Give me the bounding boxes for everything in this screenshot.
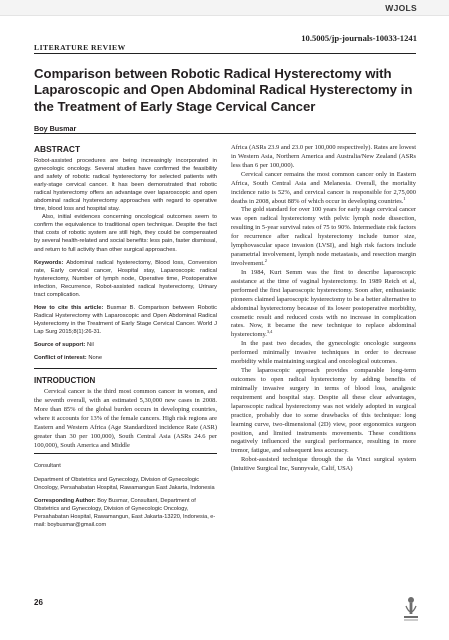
abstract-text-2: Also, initial evidences concerning oncological outcomes seem to confirm the equivalence to traditional open technique. Despite the fact that costs of robotic system are still high, they could be compensated by several health-related and social benefits: less pain, faster dismissal, and return to full activity than other surgical approaches. bbox=[34, 214, 217, 253]
support-label: Source of support: bbox=[34, 341, 86, 348]
intro-paragraph-4 bbox=[231, 269, 416, 340]
introduction-heading: INTRODUCTION bbox=[34, 368, 217, 385]
author-name: Boy Busmar bbox=[34, 124, 77, 133]
citation-text: Busmar B. Comparison between Robotic Radical Hysterectomy with Laparoscopic and Open Abdominal Radical Hysterectomy in the Treatment of Early Stage Cervical Cancer. World J Lap Surg 2015;8(1):26-31. bbox=[34, 304, 217, 335]
article-title: Comparison between Robotic Radical Hysterectomy with Laparoscopic and Open Abdominal Radical Hysterectomy in the Treatment of Early Stage Cervical Cancer bbox=[34, 66, 413, 114]
jaypee-logo-svg bbox=[401, 594, 421, 624]
conflict-label: Conflict of interest: bbox=[34, 355, 87, 362]
intro-paragraph-2 bbox=[231, 171, 416, 207]
intro-paragraph-7: Robot-assisted technique through the da Vinci surgical system (Intuitive Surgical Inc, Sunnyvale, Calif, USA) bbox=[231, 456, 416, 473]
intro-paragraph-3 bbox=[231, 206, 416, 268]
p3-text: The gold standard for over 100 years for early stage cervical cancer was open radical hysterectomy with pelvic lymph node dissection, resulting in 5-year survival rates of 75 to 90%. Intermediate risk factors for recurrence after radical hysterectomy include tumor size, lymphovascular space invasion (LVSI), and high risk factors include parametrial involvement, lymph node metastasis, and resection margin involvement. bbox=[231, 206, 416, 267]
intro-paragraph-1: Cervical cancer is the third most common cancer in women, and the seventh overall, with an estimated 5,30,000 new cases in 2008. More than 85% of the global burden occurs in developing countries, where it accounts for 13% of the female cancers. High risk regions are Eastern and Western Africa (Age Standardized incidence Rate (ASR) greater than 30 per 100,000), South Central Asia (ASRs 24.6 per 100,000), South America and Middle bbox=[34, 388, 217, 449]
left-column bbox=[34, 144, 217, 451]
support-text: Nil bbox=[87, 341, 94, 348]
right-column bbox=[231, 144, 416, 474]
keywords-label: Keywords: bbox=[34, 259, 64, 266]
corresponding-author bbox=[34, 498, 217, 529]
jaypee-logo-icon bbox=[401, 594, 421, 624]
author-rule bbox=[34, 133, 416, 134]
intro-paragraph-5: In the past two decades, the gynecologic oncologic surgeons performed minimally invasive techniques in order to decrease morbidity while maintaining surgical and oncological outcomes. bbox=[231, 340, 416, 366]
p4-ref[interactable]: 3,4 bbox=[266, 329, 273, 335]
intro-paragraph-1-cont: Africa (ASRs 23.9 and 23.0 per 100,000 respectively). Rates are lowest in Western Asia, Northern America and Australia/New Zealand (ASRs less than 6 per 100,000). bbox=[231, 144, 416, 169]
abstract-heading: ABSTRACT bbox=[34, 144, 81, 154]
section-label: LITERATURE REVIEW bbox=[34, 43, 126, 52]
header-bar bbox=[0, 0, 449, 16]
page-number: 26 bbox=[34, 598, 43, 607]
keywords bbox=[34, 259, 217, 299]
consultant-label: Consultant bbox=[34, 463, 61, 469]
abstract-text: Robot-assisted procedures are being increasingly incorporated in gynecologic oncology. Several studies have confirmed the feasibility and safety of robotic radical hysterectomy for selected patients with early-stage cervical cancer. It has been demonstrated that robotic radical hysterectomy offers an advantage over laparoscopic and open abdominal radical hysterectomy approaches with regard to operative time, blood loss and hospital stay. bbox=[34, 158, 217, 213]
citation bbox=[34, 304, 217, 336]
corr-text: Boy Busmar, Consultant, Department of Obstetrics and Gynecology, Division of Gynecologic Oncology, Persahabatan Hospital, Rawamangun, East Jakarta-13220, Indonesia, e-mail: boybusmar@gmail.com bbox=[34, 498, 216, 528]
journal-abbrev: WJOLS bbox=[385, 3, 417, 13]
p2-ref[interactable]: 1 bbox=[403, 195, 406, 201]
keywords-text: Abdominal radical hysterectomy, Blood loss, Conversion rate, Early cervical cancer, Hospital stay, Laparoscopic radical hysterectomy, Number of lymph node, Operative time, Postoperative infection, Recurrence, Robot-assisted radical hysterectomy, Urinary tract complication. bbox=[34, 259, 218, 298]
p2-text: Cervical cancer remains the most common cancer only in Eastern Africa, South Central Asia and Melanesia. Overall, the mortality incidence ratio is 52%, and cervical cancer is responsible for 2,75,000 deaths in 2008, about 88% of which occur in developing countries. bbox=[231, 170, 416, 205]
intro-paragraph-6: The laparoscopic approach provides comparable long-term outcomes to open radical hysterectomy by adding benefits of minimally invasive surgery in terms of blood loss, analgesic requirement and hospital stay. Despite all these clear advantages, laparoscopic radical hysterectomy was not widely adopted in surgical practice, probably due to some drawbacks of this technique: long learning curve, two-dimensional (2D) view, poor ergonomics surgeon position, and limited instruments movements. These conditions negatively influenced the surgical performance, resulting in more tremor, fatigue, and subsequent less accuracy. bbox=[231, 367, 416, 455]
p3-ref[interactable]: 2 bbox=[264, 257, 267, 263]
corr-label: Corresponding Author: bbox=[34, 498, 96, 505]
doi[interactable]: 10.5005/jp-journals-10033-1241 bbox=[301, 33, 417, 43]
affiliation: Department of Obstetrics and Gynecology, Division of Gynecologic Oncology, Persahabatan Hospital, Rawamangun East Jakarta, Indonesia bbox=[34, 476, 215, 491]
source-of-support bbox=[34, 341, 217, 349]
p4-text: In 1984, Kurt Semm was the first to describe laparoscopic assistance at the time of vaginal hysterectomy. In 1989 Reich et al, performed the first laparoscopic hysterectomy. Soon after, enthusiastic pioneers claimed laparoscopic hysterectomy to be a better alternative to abdominal hysterectomy because of its lower postoperative morbidity, cosmetic result and reduced costs with no increase in complication rates. Now, it became the new technique to replace abdominal hysterectomy. bbox=[231, 268, 416, 339]
section-rule bbox=[34, 53, 416, 54]
conflict-of-interest bbox=[34, 354, 217, 362]
conflict-text: None bbox=[88, 355, 103, 362]
author-contact-box bbox=[34, 453, 217, 536]
citation-label: How to cite this article: bbox=[34, 304, 104, 311]
